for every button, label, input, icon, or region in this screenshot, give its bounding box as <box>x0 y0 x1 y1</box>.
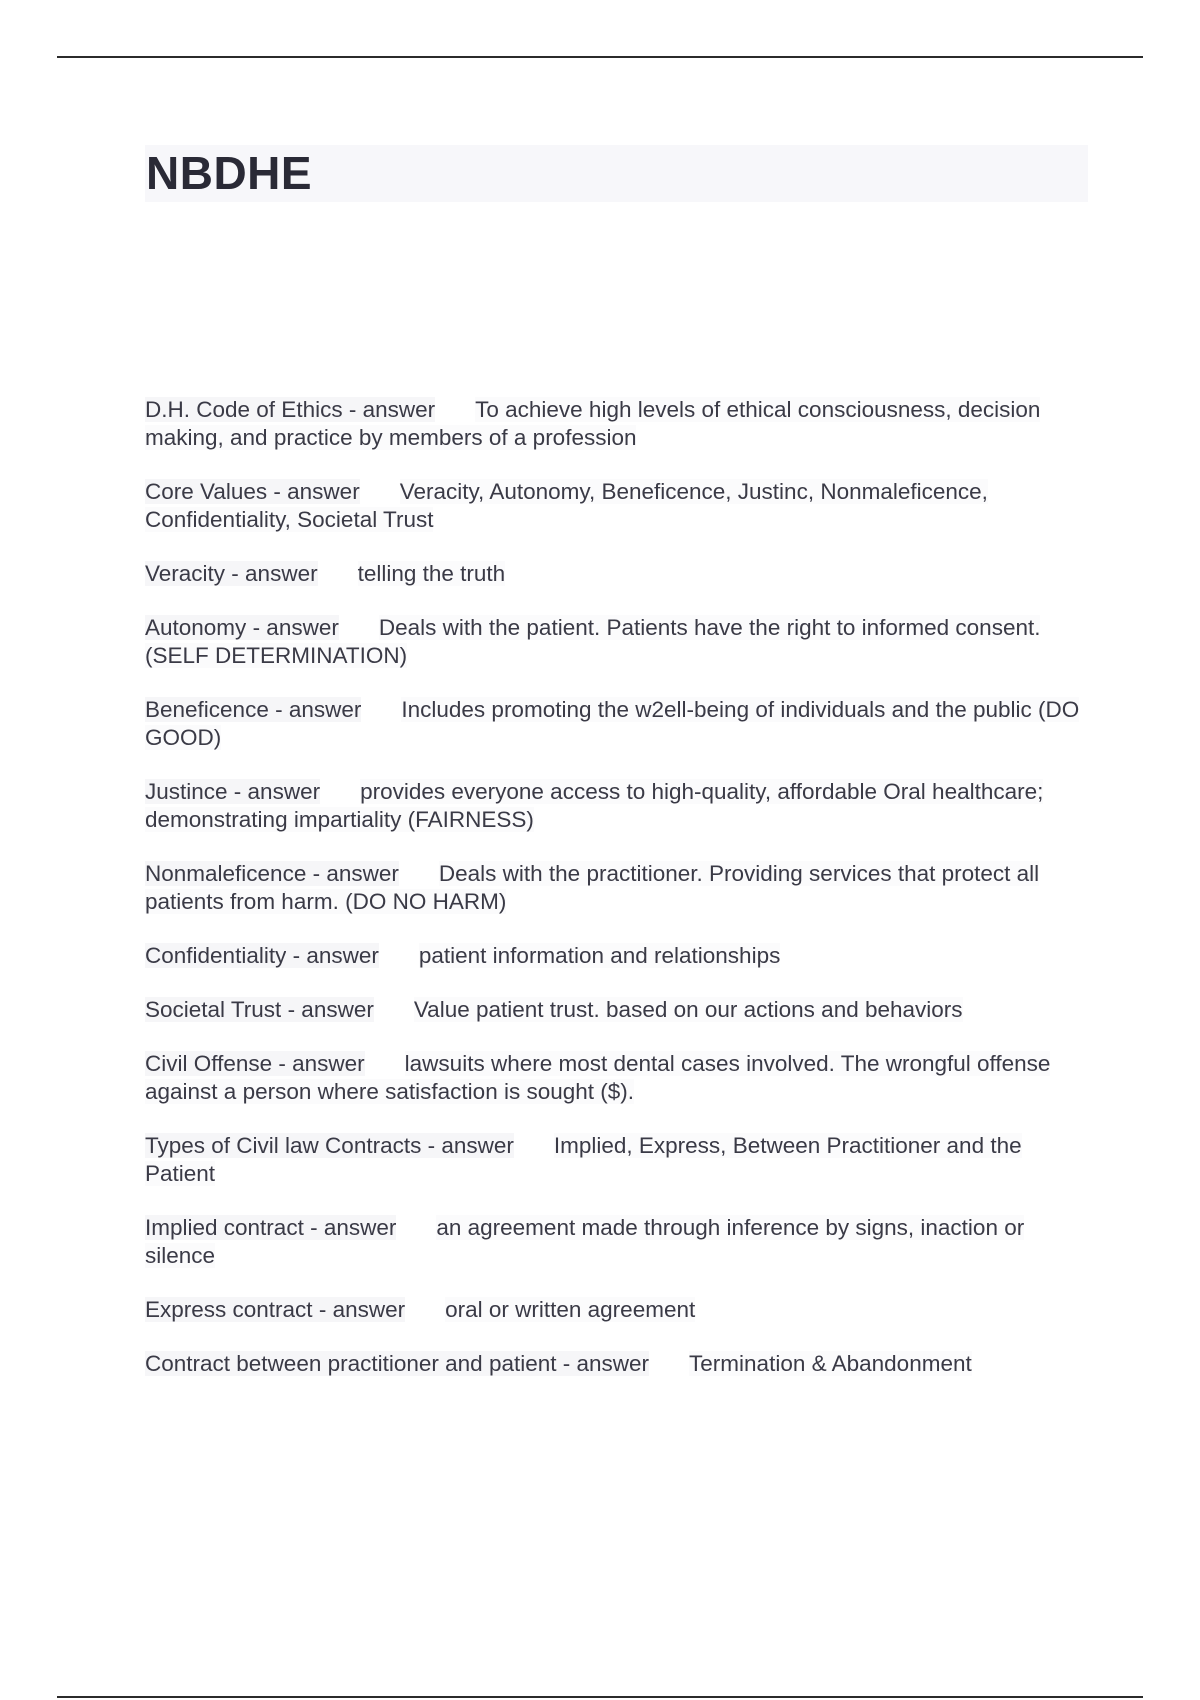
card-term: Nonmaleficence <box>145 861 307 886</box>
card-answer: Includes promoting the w2ell-being of individuals and the public (DO GOOD) <box>145 697 1080 750</box>
answer-separator: - answer <box>342 397 436 422</box>
card-answer: oral or written agreement <box>445 1297 696 1322</box>
flashcard <box>145 1350 1095 1378</box>
card-term: Civil Offense <box>145 1051 273 1076</box>
card-term: Autonomy <box>145 615 247 640</box>
answer-separator: - answer <box>286 943 379 968</box>
card-term: Beneficence <box>145 697 269 722</box>
card-answer: lawsuits where most dental cases involved. The wrongful offense against a person where satisfaction is sought ($). <box>145 1051 1051 1104</box>
card-answer: provides everyone access to high-quality, affordable Oral healthcare; demonstrating impartiality (FAIRNESS) <box>145 779 1044 832</box>
answer-separator: - answer <box>225 561 318 586</box>
answer-separator: - answer <box>268 697 362 722</box>
card-answer: To achieve high levels of ethical consciousness, decision making, and practice by members of a profession <box>145 397 1041 450</box>
card-term: Contract between practitioner and patient <box>145 1351 557 1376</box>
card-answer: telling the truth <box>357 561 506 586</box>
card-term: Confidentiality <box>145 943 287 968</box>
flashcard <box>145 696 1095 752</box>
flashcard <box>145 1296 1095 1324</box>
answer-separator: - answer <box>556 1351 650 1376</box>
flashcard <box>145 778 1095 834</box>
card-term: Veracity <box>145 561 226 586</box>
flashcard <box>145 478 1095 534</box>
card-answer: Implied, Express, Between Practitioner and the Patient <box>145 1133 1022 1186</box>
card-answer: Deals with the practitioner. Providing services that protect all patients from harm. (DO NO HARM) <box>145 861 1040 914</box>
flashcard <box>145 614 1095 670</box>
answer-separator: - answer <box>227 779 321 804</box>
card-answer: Termination & Abandonment <box>689 1351 972 1376</box>
answer-separator: - answer <box>272 1051 365 1076</box>
flashcard <box>145 860 1095 916</box>
answer-separator: - answer <box>306 861 399 886</box>
flashcard <box>145 1050 1095 1106</box>
answer-separator: - answer <box>303 1215 397 1240</box>
flashcard <box>145 396 1095 452</box>
card-term: Justince <box>145 779 228 804</box>
flashcard <box>145 1214 1095 1270</box>
bottom-rule <box>57 1696 1143 1698</box>
card-answer: patient information and relationships <box>418 943 781 968</box>
card-term: Express contract <box>145 1297 313 1322</box>
answer-separator: - answer <box>421 1133 514 1158</box>
card-answer: Deals with the patient. Patients have the right to informed consent. (SELF DETERMINATION) <box>145 615 1041 668</box>
flashcard <box>145 996 1095 1024</box>
answer-separator: - answer <box>246 615 339 640</box>
card-term: Types of Civil law Contracts <box>145 1133 422 1158</box>
card-term: D.H. Code of Ethics <box>145 397 343 422</box>
flashcard <box>145 1132 1095 1188</box>
answer-separator: - answer <box>281 997 374 1022</box>
flashcard <box>145 560 1095 588</box>
card-term: Implied contract <box>145 1215 304 1240</box>
flashcard <box>145 942 1095 970</box>
card-answer: Veracity, Autonomy, Beneficence, Justinc, Nonmaleficence, Confidentiality, Societal Trust <box>145 479 988 532</box>
card-term: Core Values <box>145 479 268 504</box>
card-answer: Value patient trust. based on our actions and behaviors <box>413 997 963 1022</box>
answer-separator: - answer <box>267 479 360 504</box>
card-answer: an agreement made through inference by signs, inaction or silence <box>145 1215 1025 1268</box>
page-title: NBDHE <box>146 147 313 199</box>
top-rule <box>57 56 1143 58</box>
flashcard-list <box>145 396 1095 1404</box>
answer-separator: - answer <box>312 1297 406 1322</box>
card-term: Societal Trust <box>145 997 282 1022</box>
